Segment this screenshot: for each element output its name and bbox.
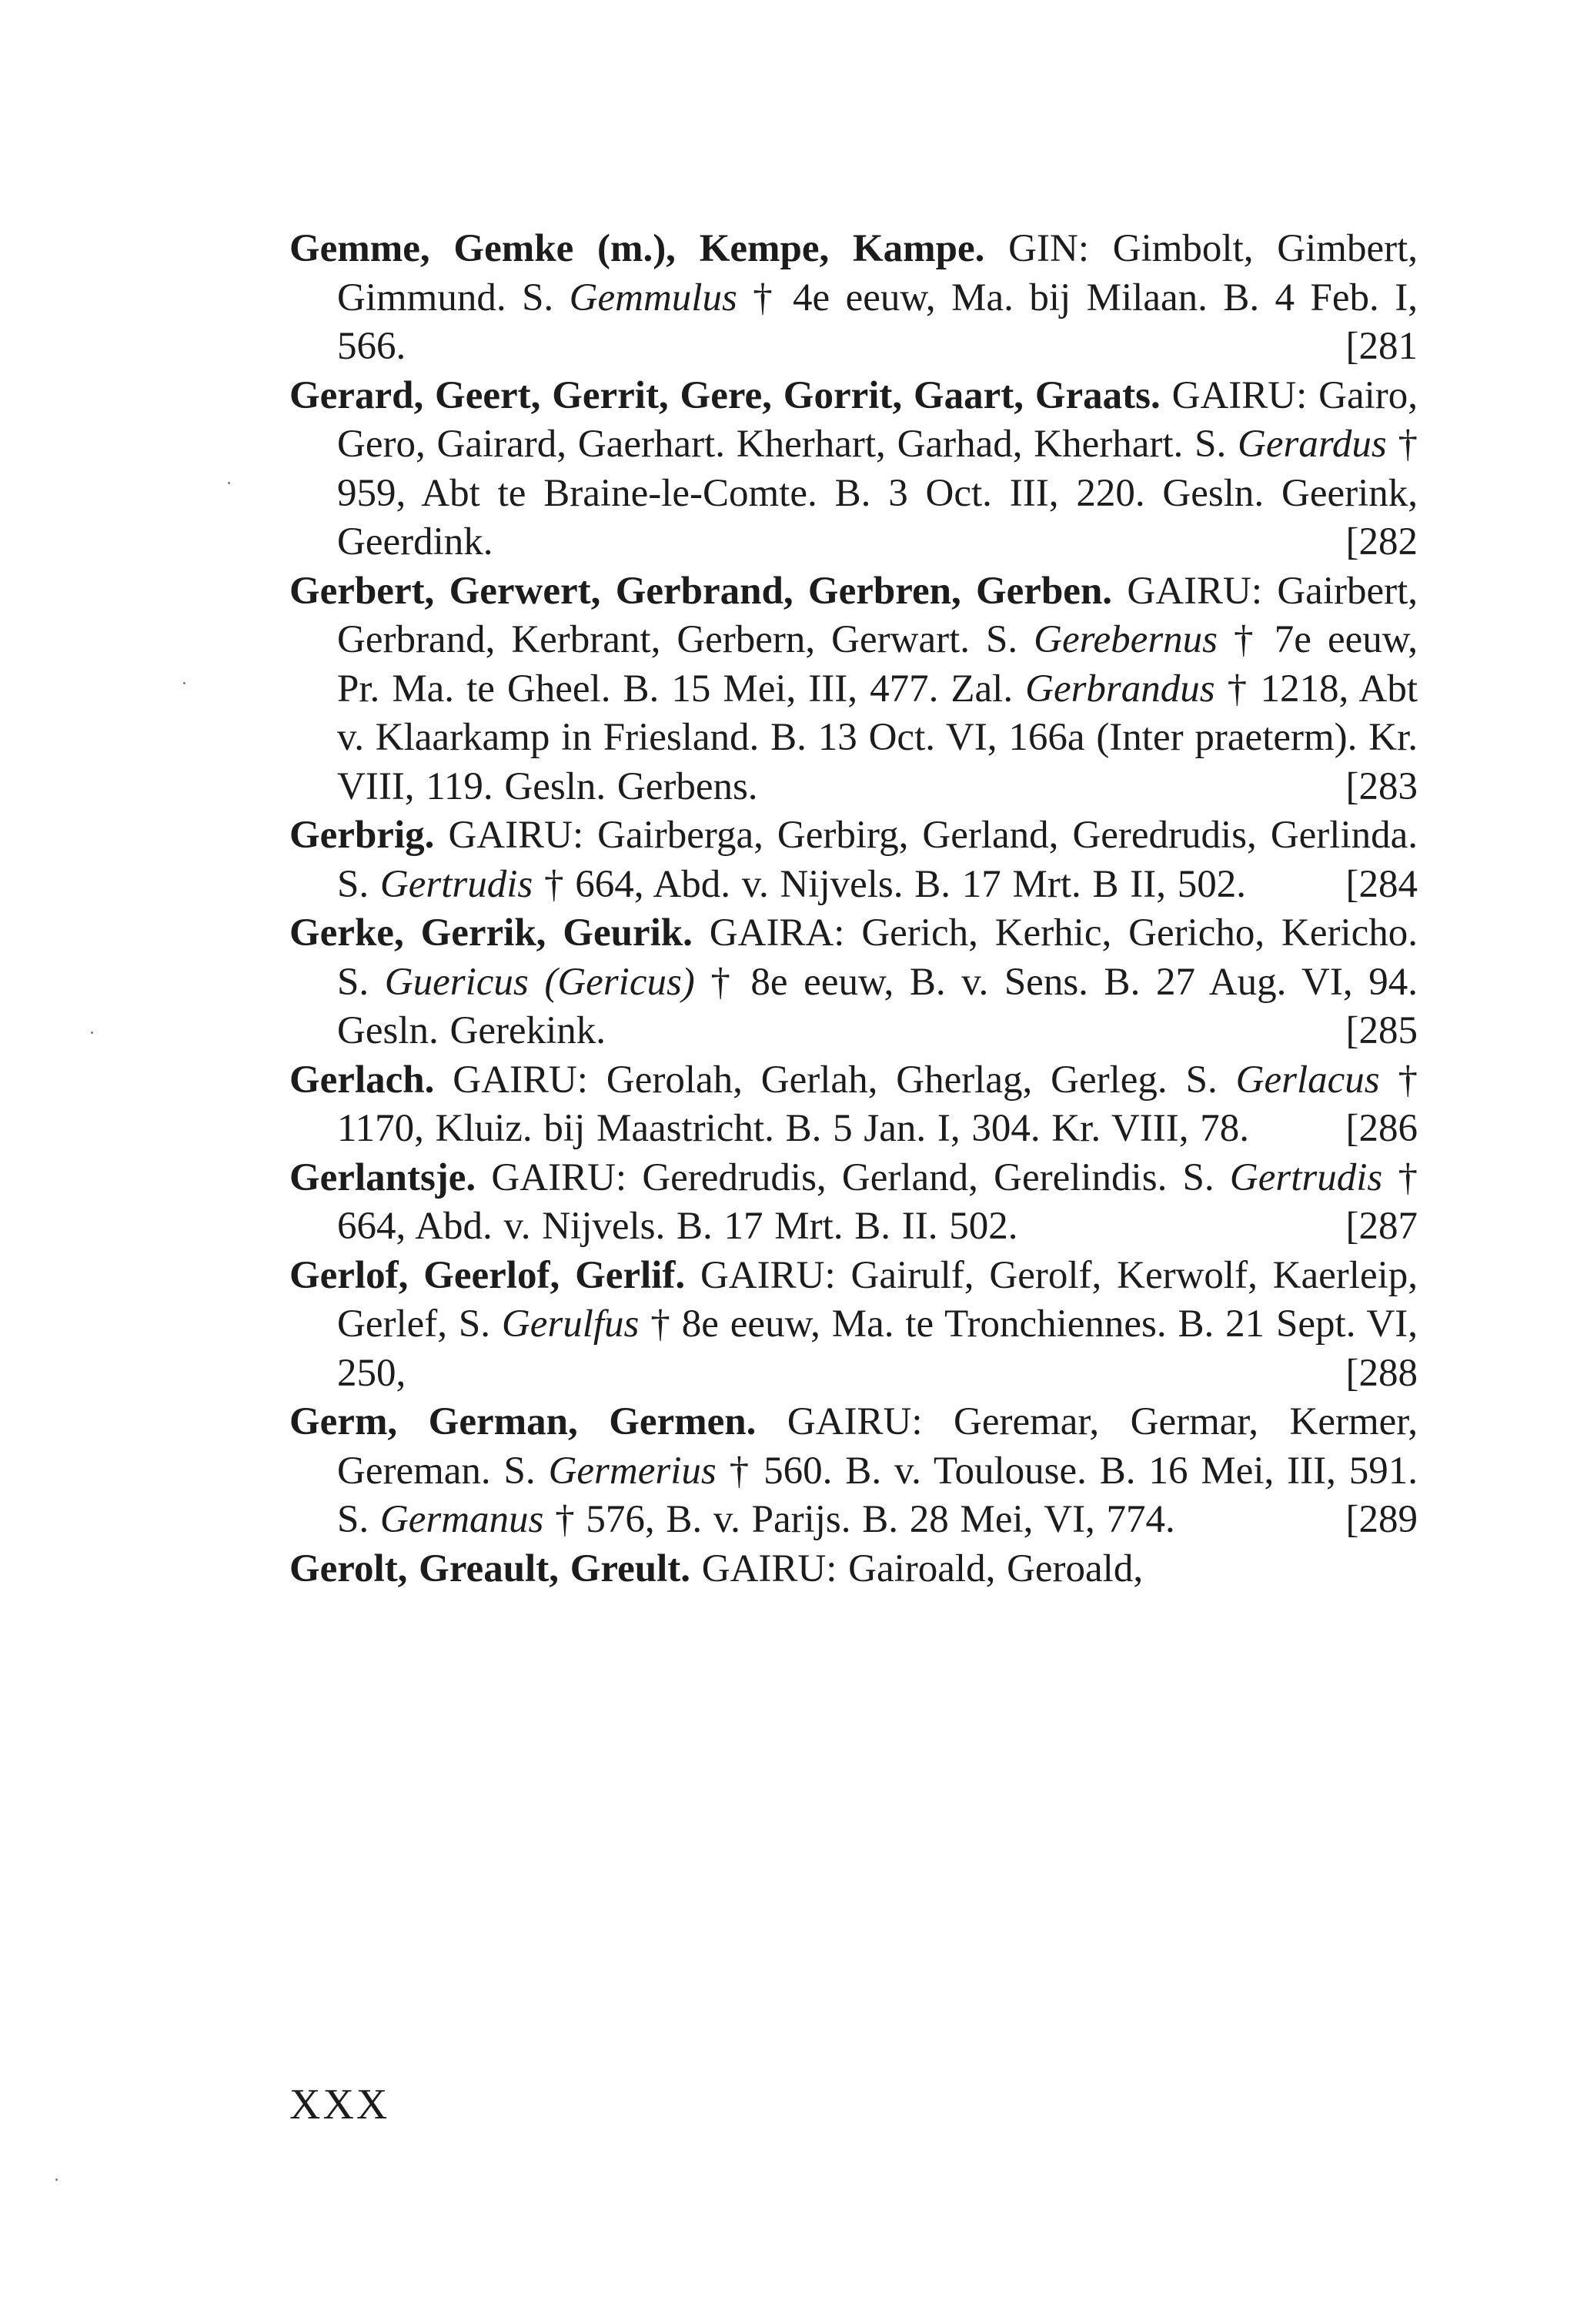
entry-details: † 7e eeuw, Pr. Ma. te Gheel. B. 15 Mei, III, 477. Zal. xyxy=(337,618,1418,711)
page-number: XXX xyxy=(289,2081,390,2128)
entry-root: GAIRA xyxy=(709,911,834,955)
saint-name: Gertrudis xyxy=(1229,1155,1383,1199)
saint-name-2: Germanus xyxy=(379,1498,544,1541)
entries-column xyxy=(289,225,1418,1593)
entry-details-2: † 576, B. v. Parijs. B. 28 Mei, VI, 774. xyxy=(543,1498,1175,1541)
entry-headword: Gerlach. xyxy=(289,1058,435,1102)
saint-name: Germerius xyxy=(548,1449,717,1493)
entry-number: [281 xyxy=(1345,325,1418,368)
entry-root: GAIRU xyxy=(1127,569,1251,613)
entry-284 xyxy=(289,811,1418,909)
saint-name: Gertrudis xyxy=(379,862,533,906)
entry-root: GAIRU xyxy=(448,814,573,857)
entry-forms: : Gimbolt, Gimbert, Gimmund. S. xyxy=(337,227,1418,319)
entry-details: † 8e eeuw, Ma. te Tronchiennes. B. 21 Sept. VI, 250, xyxy=(337,1302,1418,1395)
entry-forms: : Gairberga, Gerbirg, Gerland, Geredrudis, Gerlinda. S. xyxy=(337,814,1418,906)
entry-number: [288 xyxy=(1345,1351,1418,1395)
entry-290 xyxy=(289,1545,1418,1594)
entry-root: GAIRU xyxy=(453,1058,577,1102)
entry-root: GAIRU xyxy=(491,1155,616,1199)
entry-281 xyxy=(289,225,1418,372)
entry-details: † 4e eeuw, Ma. bij Milaan. B. 4 Feb. I, 566. xyxy=(337,276,1418,368)
entry-details: † 1170, Kluiz. bij Maastricht. B. 5 Jan. I, 304. Kr. VIII, 78. xyxy=(337,1058,1418,1150)
entry-headword: Gerke, Gerrik, Geurik. xyxy=(289,911,693,955)
entry-headword: Gerbert, Gerwert, Gerbrand, Gerbren, Gerben. xyxy=(289,569,1113,613)
entry-root: GAIRU xyxy=(701,1547,827,1590)
entry-283 xyxy=(289,567,1418,812)
entry-details: † 8e eeuw, B. v. Sens. B. 27 Aug. VI, 94. Gesln. Gerekink. xyxy=(337,960,1418,1052)
entry-details: † 560. B. v. Toulouse. B. 16 Mei, III, 591. S. xyxy=(337,1449,1418,1541)
saint-name: Gerardus xyxy=(1238,423,1387,466)
entry-details: † 664, Abd. v. Nijvels. B. 17 Mrt. B. II. 502. xyxy=(337,1155,1418,1248)
entry-288 xyxy=(289,1252,1418,1399)
entry-headword: Gemme, Gemke (m.), Kempe, Kampe. xyxy=(289,227,985,270)
entry-forms: : Gairoald, Geroald, xyxy=(826,1547,1144,1590)
entry-details-2: † 1218, Abt v. Klaarkamp in Friesland. B. 13 Oct. VI, 166a (Inter praeterm). Kr. VIII, 119. Gesln. Gerbens. xyxy=(337,667,1418,808)
entry-forms: : Gairulf, Gerolf, Kerwolf, Kaerleip, Gerlef, S. xyxy=(337,1253,1418,1346)
entry-282 xyxy=(289,372,1418,567)
paper-speck xyxy=(55,2179,58,2181)
entry-headword: Gerard, Geert, Gerrit, Gere, Gorrit, Gaart, Graats. xyxy=(289,373,1161,417)
entry-forms: : Gerolah, Gerlah, Gherlag, Gerleg. S. xyxy=(576,1058,1236,1102)
saint-name: Gerebernus xyxy=(1034,618,1218,661)
entry-forms: : Geremar, Germar, Kermer, Gereman. S. xyxy=(337,1400,1418,1493)
entry-forms: : Gairbert, Gerbrand, Kerbrant, Gerbern, Gerwart. S. xyxy=(337,569,1418,661)
saint-name: Gemmulus xyxy=(569,276,737,319)
entry-286 xyxy=(289,1056,1418,1154)
saint-name: Gerulfus xyxy=(501,1302,640,1346)
entry-number: [282 xyxy=(1345,520,1418,563)
entry-details: † 664, Abd. v. Nijvels. B. 17 Mrt. B II, 502. xyxy=(533,862,1247,906)
entry-headword: Gerolt, Greault, Greult. xyxy=(289,1547,690,1590)
entry-headword: Gerlantsje. xyxy=(289,1155,476,1199)
entry-289 xyxy=(289,1398,1418,1545)
entry-root: GIN xyxy=(1008,227,1078,270)
paper-speck xyxy=(183,682,185,684)
entry-number: [283 xyxy=(1345,764,1418,808)
entry-287 xyxy=(289,1154,1418,1252)
saint-name: Guericus (Gericus) xyxy=(384,960,695,1004)
entry-root: GAIRU xyxy=(787,1400,912,1443)
paper-speck xyxy=(228,482,230,484)
entry-headword: Gerlof, Geerlof, Gerlif. xyxy=(289,1253,686,1297)
entry-number: [287 xyxy=(1345,1205,1418,1248)
entry-root: GAIRU xyxy=(700,1253,825,1297)
entry-number: [284 xyxy=(1345,862,1418,906)
entry-root: GAIRU xyxy=(1171,373,1297,417)
saint-name: Gerlacus xyxy=(1235,1058,1380,1102)
entry-forms: : Gerich, Kerhic, Gericho, Kericho. S. xyxy=(337,911,1418,1004)
entry-number: [286 xyxy=(1345,1107,1418,1150)
entry-forms: : Geredrudis, Gerland, Gerelindis. S. xyxy=(615,1155,1230,1199)
entry-headword: Germ, German, Germen. xyxy=(289,1400,757,1443)
entry-number: [285 xyxy=(1345,1009,1418,1052)
entry-headword: Gerbrig. xyxy=(289,814,435,857)
entry-details: † 959, Abt te Braine-le-Comte. B. 3 Oct. III, 220. Gesln. Geerink, Geerdink. xyxy=(337,423,1418,563)
entry-285 xyxy=(289,909,1418,1056)
saint-name-2: Gerbrandus xyxy=(1025,667,1215,711)
paper-speck xyxy=(91,1032,93,1034)
entry-forms: : Gairo, Gero, Gairard, Gaerhart. Kherhart, Garhad, Kherhart. S. xyxy=(337,373,1418,466)
entry-number: [289 xyxy=(1345,1498,1418,1541)
